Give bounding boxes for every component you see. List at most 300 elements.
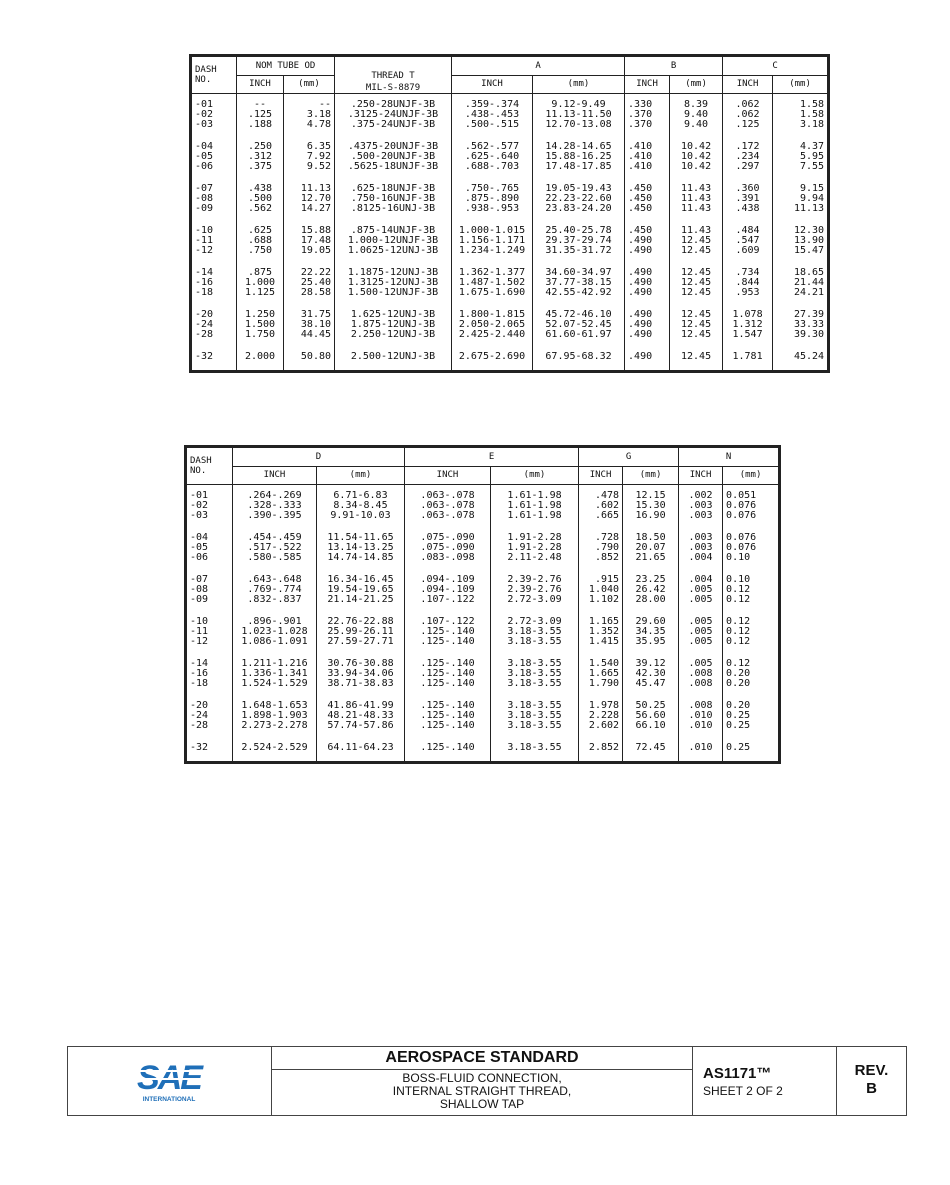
b-inch-cell: .370	[625, 110, 670, 120]
a-inch-cell: 1.234-1.249	[452, 246, 533, 256]
n-mm-cell: 0.076	[723, 543, 779, 553]
d-mm-cell: 21.14-21.25	[317, 595, 405, 605]
table-row	[187, 605, 779, 627]
d-inch-cell: .580-.585	[233, 553, 317, 563]
sae-logo	[68, 1047, 272, 1115]
a-mm-cell: 31.35-31.72	[533, 246, 625, 256]
n-inch-cell: .004	[679, 563, 723, 585]
g-inch-cell: .790	[579, 543, 623, 553]
a-mm-cell: 29.37-29.74	[533, 236, 625, 246]
e-inch-cell: .075-.090	[405, 543, 491, 553]
table-row	[192, 330, 828, 340]
b-inch-cell: .450	[625, 194, 670, 204]
d-inch-cell: 1.524-1.529	[233, 679, 317, 689]
thread-cell: 1.500-12UNJF-3B	[335, 288, 452, 298]
e-mm-cell: 1.91-2.28	[491, 521, 579, 543]
n-inch-cell: .005	[679, 605, 723, 627]
c-mm-cell: 1.58	[773, 94, 828, 111]
inch-header: INCH	[452, 75, 533, 94]
d-mm-cell: 41.86-41.99	[317, 689, 405, 711]
n-inch-cell: .005	[679, 637, 723, 647]
c-inch-cell: .438	[723, 204, 773, 214]
g-mm-cell: 29.60	[623, 605, 679, 627]
c-inch-cell: .172	[723, 130, 773, 152]
tube-od-mm-cell: --	[284, 94, 335, 111]
dash-cell: -20	[192, 298, 237, 320]
a-inch-cell: 1.156-1.171	[452, 236, 533, 246]
nom-tube-od-header: NOM TUBE OD	[237, 57, 335, 76]
tube-od-inch-cell: .438	[237, 172, 284, 194]
n-inch-cell: .005	[679, 627, 723, 637]
tube-od-inch-cell: .250	[237, 130, 284, 152]
n-mm-cell: 0.076	[723, 511, 779, 521]
a-inch-cell: .875-.890	[452, 194, 533, 204]
d-inch-cell: .517-.522	[233, 543, 317, 553]
table-row	[192, 256, 828, 278]
d-inch-cell: .328-.333	[233, 501, 317, 511]
table-row	[187, 721, 779, 731]
c-mm-cell: 9.15	[773, 172, 828, 194]
thread-cell: .625-18UNJF-3B	[335, 172, 452, 194]
e-inch-cell: .107-.122	[405, 595, 491, 605]
d-header: D	[233, 448, 405, 467]
g-mm-cell: 16.90	[623, 511, 679, 521]
c-inch-cell: 1.312	[723, 320, 773, 330]
a-mm-cell: 23.83-24.20	[533, 204, 625, 214]
g-mm-cell: 21.65	[623, 553, 679, 563]
d-mm-cell: 64.11-64.23	[317, 731, 405, 762]
dash-cell: -14	[187, 647, 233, 669]
c-inch-cell: .360	[723, 172, 773, 194]
thread-cell: .500-20UNJF-3B	[335, 152, 452, 162]
b-inch-cell: .370	[625, 120, 670, 130]
e-mm-cell: 3.18-3.55	[491, 731, 579, 762]
g-mm-cell: 35.95	[623, 637, 679, 647]
a-inch-cell: 2.425-2.440	[452, 330, 533, 340]
n-mm-cell: 0.12	[723, 605, 779, 627]
b-mm-cell: 12.45	[670, 256, 723, 278]
d-inch-cell: .769-.774	[233, 585, 317, 595]
table-row	[192, 120, 828, 130]
thread-cell: .750-16UNJF-3B	[335, 194, 452, 204]
mm-header: (mm)	[723, 466, 779, 485]
c-mm-cell: 1.58	[773, 110, 828, 120]
c-inch-cell: .062	[723, 110, 773, 120]
revision-value: B	[866, 1080, 877, 1097]
d-mm-cell: 22.76-22.88	[317, 605, 405, 627]
n-header: N	[679, 448, 779, 467]
n-mm-cell: 0.20	[723, 679, 779, 689]
thread-cell: 1.1875-12UNJ-3B	[335, 256, 452, 278]
d-inch-cell: .643-.648	[233, 563, 317, 585]
tube-od-mm-cell: 17.48	[284, 236, 335, 246]
table-row	[192, 288, 828, 298]
e-mm-cell: 3.18-3.55	[491, 669, 579, 679]
table-row	[187, 485, 779, 502]
d-inch-cell: .896-.901	[233, 605, 317, 627]
e-mm-cell: 1.61-1.98	[491, 511, 579, 521]
table-row	[192, 204, 828, 214]
a-inch-cell: 1.800-1.815	[452, 298, 533, 320]
d-inch-cell: .454-.459	[233, 521, 317, 543]
thread-cell: 1.0625-12UNJ-3B	[335, 246, 452, 256]
e-mm-cell: 2.39-2.76	[491, 563, 579, 585]
mm-header: (mm)	[773, 75, 828, 94]
table-row	[187, 637, 779, 647]
d-inch-cell: .264-.269	[233, 485, 317, 502]
dash-cell: -06	[187, 553, 233, 563]
sae-logo-icon	[68, 1047, 271, 1115]
inch-header: INCH	[405, 466, 491, 485]
g-mm-cell: 18.50	[623, 521, 679, 543]
a-mm-cell: 14.28-14.65	[533, 130, 625, 152]
dash-cell: -14	[192, 256, 237, 278]
g-mm-cell: 66.10	[623, 721, 679, 731]
table-row	[192, 130, 828, 152]
g-mm-cell: 42.30	[623, 669, 679, 679]
tube-od-mm-cell: 6.35	[284, 130, 335, 152]
g-inch-cell: 1.040	[579, 585, 623, 595]
dash-cell: -32	[187, 731, 233, 762]
tube-od-mm-cell: 44.45	[284, 330, 335, 340]
dash-cell: -28	[187, 721, 233, 731]
b-header: B	[625, 57, 723, 76]
dash-cell: -18	[192, 288, 237, 298]
d-mm-cell: 57.74-57.86	[317, 721, 405, 731]
n-inch-cell: .005	[679, 585, 723, 595]
thread-t-header: THREAD T MIL-S-8879	[335, 57, 452, 94]
tube-od-mm-cell: 19.05	[284, 246, 335, 256]
dash-no-header: DASH NO.	[187, 448, 233, 485]
mm-header: (mm)	[491, 466, 579, 485]
c-mm-cell: 9.94	[773, 194, 828, 204]
inch-header: INCH	[579, 466, 623, 485]
e-inch-cell: .083-.098	[405, 553, 491, 563]
tube-od-mm-cell: 4.78	[284, 120, 335, 130]
d-inch-cell: 1.898-1.903	[233, 711, 317, 721]
b-inch-cell: .490	[625, 278, 670, 288]
g-inch-cell: 1.415	[579, 637, 623, 647]
dash-cell: -11	[192, 236, 237, 246]
tube-od-inch-cell: .500	[237, 194, 284, 204]
e-mm-cell: 3.18-3.55	[491, 627, 579, 637]
c-mm-cell: 3.18	[773, 120, 828, 130]
thread-cell: 1.875-12UNJ-3B	[335, 320, 452, 330]
b-inch-cell: .490	[625, 330, 670, 340]
inch-header: INCH	[679, 466, 723, 485]
a-inch-cell: 2.050-2.065	[452, 320, 533, 330]
e-mm-cell: 3.18-3.55	[491, 679, 579, 689]
c-mm-cell: 33.33	[773, 320, 828, 330]
b-mm-cell: 12.45	[670, 320, 723, 330]
e-header: E	[405, 448, 579, 467]
b-mm-cell: 12.45	[670, 288, 723, 298]
b-mm-cell: 11.43	[670, 194, 723, 204]
tube-od-mm-cell: 7.92	[284, 152, 335, 162]
b-mm-cell: 8.39	[670, 94, 723, 111]
inch-header: INCH	[723, 75, 773, 94]
n-mm-cell: 0.12	[723, 595, 779, 605]
e-inch-cell: .125-.140	[405, 627, 491, 637]
dash-cell: -02	[192, 110, 237, 120]
d-inch-cell: 2.524-2.529	[233, 731, 317, 762]
g-mm-cell: 28.00	[623, 595, 679, 605]
tube-od-mm-cell: 31.75	[284, 298, 335, 320]
tube-od-inch-cell: .188	[237, 120, 284, 130]
a-inch-cell: 1.362-1.377	[452, 256, 533, 278]
b-mm-cell: 12.45	[670, 340, 723, 371]
dash-cell: -12	[187, 637, 233, 647]
tube-od-inch-cell: .875	[237, 256, 284, 278]
n-mm-cell: 0.25	[723, 731, 779, 762]
n-mm-cell: 0.10	[723, 563, 779, 585]
b-mm-cell: 10.42	[670, 152, 723, 162]
e-mm-cell: 2.72-3.09	[491, 595, 579, 605]
tube-od-inch-cell: 1.125	[237, 288, 284, 298]
c-mm-cell: 13.90	[773, 236, 828, 246]
dash-cell: -03	[192, 120, 237, 130]
b-mm-cell: 9.40	[670, 120, 723, 130]
dash-cell: -09	[192, 204, 237, 214]
table-row	[192, 214, 828, 236]
e-mm-cell: 3.18-3.55	[491, 711, 579, 721]
b-inch-cell: .490	[625, 320, 670, 330]
e-inch-cell: .094-.109	[405, 563, 491, 585]
c-mm-cell: 7.55	[773, 162, 828, 172]
e-inch-cell: .125-.140	[405, 731, 491, 762]
dash-cell: -16	[187, 669, 233, 679]
c-inch-cell: .234	[723, 152, 773, 162]
a-mm-cell: 45.72-46.10	[533, 298, 625, 320]
tube-od-inch-cell: 1.000	[237, 278, 284, 288]
e-inch-cell: .125-.140	[405, 647, 491, 669]
c-inch-cell: .609	[723, 246, 773, 256]
c-mm-cell: 5.95	[773, 152, 828, 162]
b-inch-cell: .450	[625, 204, 670, 214]
d-inch-cell: .390-.395	[233, 511, 317, 521]
a-mm-cell: 19.05-19.43	[533, 172, 625, 194]
g-inch-cell: 1.165	[579, 605, 623, 627]
n-inch-cell: .004	[679, 553, 723, 563]
b-mm-cell: 12.45	[670, 236, 723, 246]
thread-cell: .375-24UNJF-3B	[335, 120, 452, 130]
d-mm-cell: 33.94-34.06	[317, 669, 405, 679]
g-mm-cell: 50.25	[623, 689, 679, 711]
a-inch-cell: .562-.577	[452, 130, 533, 152]
tube-od-inch-cell: .125	[237, 110, 284, 120]
c-inch-cell: .484	[723, 214, 773, 236]
n-mm-cell: 0.051	[723, 485, 779, 502]
g-inch-cell: 1.352	[579, 627, 623, 637]
sheet-number: SHEET 2 OF 2	[703, 1084, 783, 1098]
a-mm-cell: 34.60-34.97	[533, 256, 625, 278]
dash-cell: -10	[192, 214, 237, 236]
e-mm-cell: 2.39-2.76	[491, 585, 579, 595]
b-inch-cell: .450	[625, 214, 670, 236]
e-mm-cell: 1.91-2.28	[491, 543, 579, 553]
n-mm-cell: 0.076	[723, 521, 779, 543]
a-mm-cell: 11.13-11.50	[533, 110, 625, 120]
thread-cell: 1.000-12UNJF-3B	[335, 236, 452, 246]
d-inch-cell: 1.211-1.216	[233, 647, 317, 669]
d-inch-cell: 1.023-1.028	[233, 627, 317, 637]
g-inch-cell: .602	[579, 501, 623, 511]
g-inch-cell: .478	[579, 485, 623, 502]
c-mm-cell: 18.65	[773, 256, 828, 278]
n-mm-cell: 0.10	[723, 553, 779, 563]
thread-cell: .4375-20UNJF-3B	[335, 130, 452, 152]
title-section	[272, 1047, 693, 1115]
g-header: G	[579, 448, 679, 467]
tube-od-inch-cell: 2.000	[237, 340, 284, 371]
n-mm-cell: 0.20	[723, 689, 779, 711]
d-inch-cell: 2.273-2.278	[233, 721, 317, 731]
tube-od-mm-cell: 3.18	[284, 110, 335, 120]
tube-od-mm-cell: 22.22	[284, 256, 335, 278]
g-mm-cell: 15.30	[623, 501, 679, 511]
a-mm-cell: 67.95-68.32	[533, 340, 625, 371]
mm-header: (mm)	[623, 466, 679, 485]
n-inch-cell: .008	[679, 689, 723, 711]
table-row	[192, 246, 828, 256]
document-subtitle: BOSS-FLUID CONNECTION, INTERNAL STRAIGHT THREAD, SHALLOW TAP	[392, 1071, 572, 1111]
d-mm-cell: 8.34-8.45	[317, 501, 405, 511]
e-mm-cell: 3.18-3.55	[491, 637, 579, 647]
b-inch-cell: .490	[625, 298, 670, 320]
inch-header: INCH	[233, 466, 317, 485]
dash-cell: -24	[192, 320, 237, 330]
tube-od-mm-cell: 15.88	[284, 214, 335, 236]
table-row	[187, 679, 779, 689]
n-mm-cell: 0.25	[723, 711, 779, 721]
e-mm-cell: 1.61-1.98	[491, 501, 579, 511]
b-mm-cell: 11.43	[670, 214, 723, 236]
dimension-table-1	[191, 56, 828, 371]
b-mm-cell: 10.42	[670, 162, 723, 172]
e-inch-cell: .125-.140	[405, 637, 491, 647]
b-mm-cell: 12.45	[670, 330, 723, 340]
dash-cell: -18	[187, 679, 233, 689]
n-mm-cell: 0.076	[723, 501, 779, 511]
b-mm-cell: 12.45	[670, 278, 723, 288]
e-mm-cell: 3.18-3.55	[491, 689, 579, 711]
dash-cell: -09	[187, 595, 233, 605]
table-row	[187, 647, 779, 669]
tube-od-inch-cell: 1.500	[237, 320, 284, 330]
dash-cell: -01	[187, 485, 233, 502]
a-header: A	[452, 57, 625, 76]
a-mm-cell: 15.88-16.25	[533, 152, 625, 162]
g-inch-cell: 1.978	[579, 689, 623, 711]
dash-cell: -20	[187, 689, 233, 711]
tube-od-inch-cell: 1.250	[237, 298, 284, 320]
a-mm-cell: 22.23-22.60	[533, 194, 625, 204]
table-row	[187, 731, 779, 762]
a-inch-cell: 2.675-2.690	[452, 340, 533, 371]
a-mm-cell: 52.07-52.45	[533, 320, 625, 330]
g-mm-cell: 23.25	[623, 563, 679, 585]
n-mm-cell: 0.20	[723, 669, 779, 679]
c-inch-cell: .062	[723, 94, 773, 111]
n-inch-cell: .010	[679, 711, 723, 721]
document-number-section	[693, 1047, 837, 1115]
tube-od-mm-cell: 38.10	[284, 320, 335, 330]
c-inch-cell: 1.078	[723, 298, 773, 320]
thread-cell: 1.625-12UNJ-3B	[335, 298, 452, 320]
d-mm-cell: 19.54-19.65	[317, 585, 405, 595]
b-mm-cell: 12.45	[670, 298, 723, 320]
b-inch-cell: .330	[625, 94, 670, 111]
e-inch-cell: .125-.140	[405, 669, 491, 679]
a-inch-cell: .500-.515	[452, 120, 533, 130]
e-inch-cell: .125-.140	[405, 721, 491, 731]
e-mm-cell: 2.11-2.48	[491, 553, 579, 563]
title-block	[67, 1046, 907, 1116]
g-inch-cell: 2.852	[579, 731, 623, 762]
thread-cell: .8125-16UNJ-3B	[335, 204, 452, 214]
c-header: C	[723, 57, 828, 76]
c-inch-cell: .734	[723, 256, 773, 278]
dash-cell: -01	[192, 94, 237, 111]
table-row	[187, 689, 779, 711]
e-inch-cell: .125-.140	[405, 679, 491, 689]
tube-od-mm-cell: 9.52	[284, 162, 335, 172]
c-mm-cell: 21.44	[773, 278, 828, 288]
dimension-table-2	[186, 447, 779, 762]
table-2-body	[187, 485, 779, 762]
e-mm-cell: 3.18-3.55	[491, 721, 579, 731]
b-inch-cell: .490	[625, 256, 670, 278]
g-inch-cell: .852	[579, 553, 623, 563]
b-inch-cell: .410	[625, 162, 670, 172]
tube-od-mm-cell: 12.70	[284, 194, 335, 204]
c-inch-cell: .953	[723, 288, 773, 298]
b-inch-cell: .410	[625, 130, 670, 152]
e-inch-cell: .125-.140	[405, 689, 491, 711]
g-inch-cell: 1.540	[579, 647, 623, 669]
b-inch-cell: .410	[625, 152, 670, 162]
tube-od-inch-cell: --	[237, 94, 284, 111]
g-inch-cell: .728	[579, 521, 623, 543]
dash-cell: -28	[192, 330, 237, 340]
table-row	[187, 511, 779, 521]
dash-cell: -03	[187, 511, 233, 521]
tube-od-inch-cell: .562	[237, 204, 284, 214]
n-inch-cell: .005	[679, 647, 723, 669]
c-inch-cell: 1.781	[723, 340, 773, 371]
b-inch-cell: .490	[625, 246, 670, 256]
n-inch-cell: .008	[679, 679, 723, 689]
e-mm-cell: 1.61-1.98	[491, 485, 579, 502]
dash-cell: -07	[192, 172, 237, 194]
table-row	[192, 172, 828, 194]
dash-cell: -08	[192, 194, 237, 204]
dash-cell: -02	[187, 501, 233, 511]
d-mm-cell: 25.99-26.11	[317, 627, 405, 637]
n-inch-cell: .002	[679, 485, 723, 502]
d-mm-cell: 9.91-10.03	[317, 511, 405, 521]
sae-logo-subtext: INTERNATIONAL	[142, 1096, 196, 1103]
dash-cell: -05	[192, 152, 237, 162]
c-inch-cell: .844	[723, 278, 773, 288]
tube-od-inch-cell: .688	[237, 236, 284, 246]
thread-cell: 2.250-12UNJ-3B	[335, 330, 452, 340]
b-mm-cell: 12.45	[670, 246, 723, 256]
table-row	[192, 162, 828, 172]
d-mm-cell: 38.71-38.83	[317, 679, 405, 689]
tube-od-mm-cell: 28.58	[284, 288, 335, 298]
b-inch-cell: .490	[625, 340, 670, 371]
